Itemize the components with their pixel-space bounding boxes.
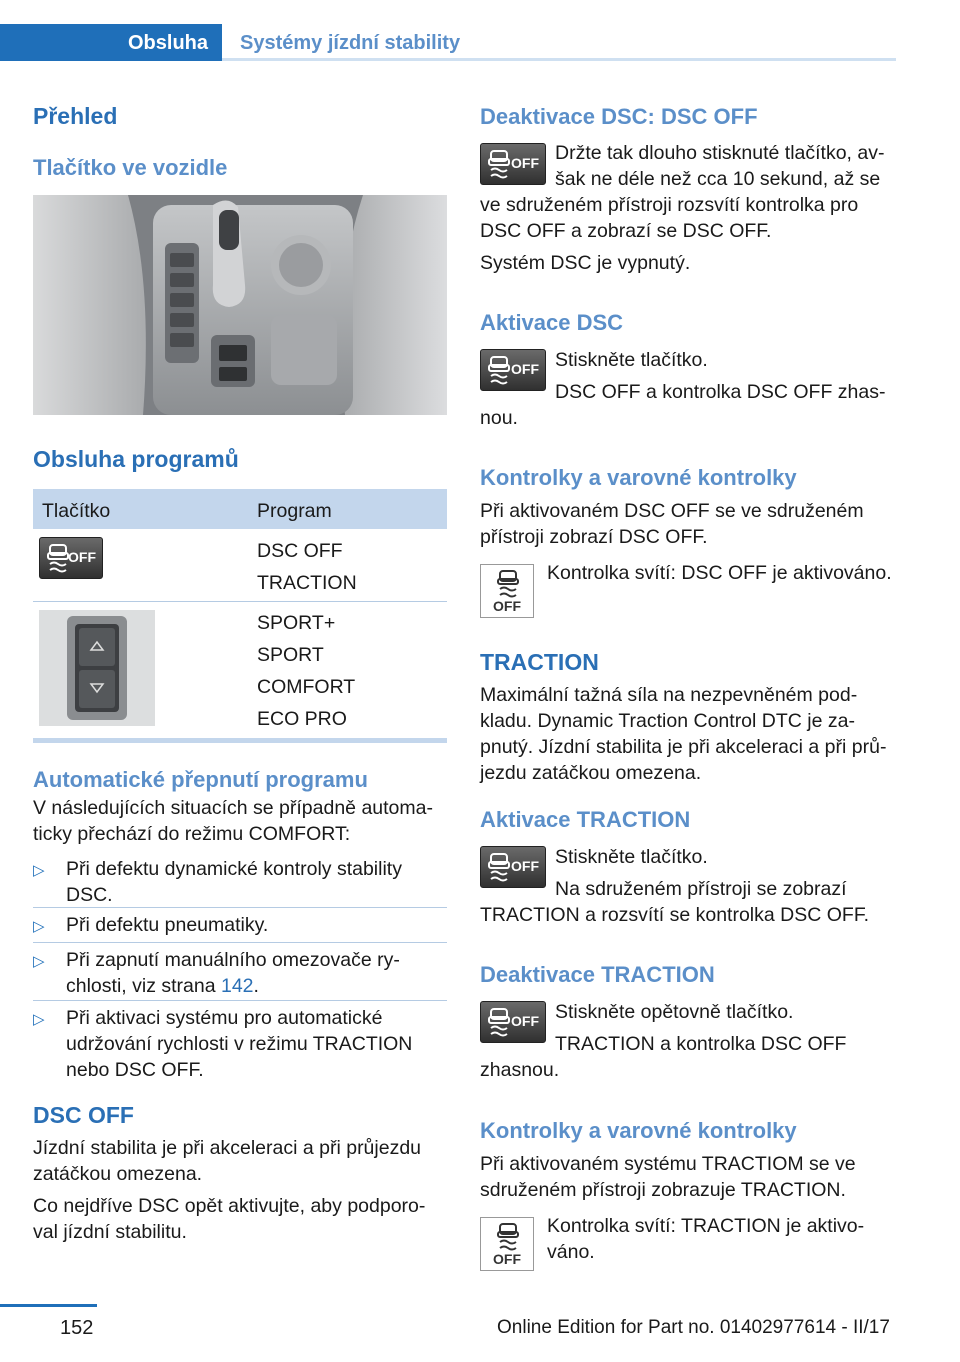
drive-mode-switch-image xyxy=(39,610,155,726)
akt-dsc-line3: nou. xyxy=(480,407,518,429)
table-col-program: Program xyxy=(257,500,332,522)
dsc-vypnut: Systém DSC je vypnutý. xyxy=(480,252,691,274)
car-skid-icon xyxy=(46,543,70,573)
bullet-divider xyxy=(33,942,447,943)
dscoff-p1-line1: Jízdní stabilita je při akceleraci a při průjezdu xyxy=(33,1137,422,1159)
akt-tr-line1: Stiskněte tlačítko. xyxy=(555,846,708,868)
bullet1-line1: Při defektu dynamické kontroly stability xyxy=(66,858,402,880)
page-ref-link[interactable]: 142 xyxy=(220,975,254,997)
bullet4-line2: udržování rychlosti v režimu TRACTION xyxy=(66,1033,413,1055)
bullet4-line1: Při aktivaci systému pro automatické xyxy=(66,1007,383,1029)
traction-line1: Maximální tažná síla na nezpevněném pod‐ xyxy=(480,684,858,706)
akt-tr-line3: TRACTION a rozsvítí se kontrolka DSC OFF. xyxy=(480,904,869,926)
program-eco-pro: ECO PRO xyxy=(257,708,347,730)
akt-dsc-line1: Stiskněte tlačítko. xyxy=(555,349,708,371)
bullet3-line1: Při zapnutí manuálního omezovače ry‐ xyxy=(66,949,400,971)
header-section-label: Systémy jízdní stability xyxy=(240,32,461,54)
car-skid-icon xyxy=(494,1222,522,1252)
car-skid-icon xyxy=(494,569,522,599)
car-skid-icon xyxy=(487,355,511,385)
heading-deaktivace-dsc: Deaktivace DSC: DSC OFF xyxy=(480,104,758,129)
akt-tr-line2: Na sdruženém přístroji se zobrazí xyxy=(555,878,847,900)
table-col-tlacitko: Tlačítko xyxy=(42,500,111,522)
lamp2-line2: váno. xyxy=(547,1241,595,1263)
heading-obsluha-programu: Obsluha programů xyxy=(33,446,239,472)
footer-edition: Online Edition for Part no. 01402977614 - II/17 xyxy=(497,1317,890,1338)
car-skid-icon xyxy=(487,1007,511,1037)
bullet-triangle-icon: ▷ xyxy=(33,862,45,879)
deakt-dsc-line3: ve sdruženém přístroji rozsvítí kontrolka pro xyxy=(480,194,859,216)
kontrolky2-line2: sdruženém přístroji zobrazuje TRACTION. xyxy=(480,1179,846,1201)
bullet-divider xyxy=(33,1000,447,1001)
dsc-off-button-icon: OFF xyxy=(480,846,546,888)
program-dsc-off: DSC OFF xyxy=(257,540,343,562)
header-tab-obsluha[interactable] xyxy=(0,24,222,61)
traction-line2: kladu. Dynamic Traction Control DTC je za‐ xyxy=(480,710,855,732)
bullet-triangle-icon: ▷ xyxy=(33,953,45,970)
kontrolky2-line1: Při aktivovaném systému TRACTIOM se ve xyxy=(480,1153,856,1175)
table-bottom-rule xyxy=(33,738,447,743)
kontrolky1-line1: Při aktivovaném DSC OFF se ve sdruženém xyxy=(480,500,864,522)
deakt-tr-line2: TRACTION a kontrolka DSC OFF xyxy=(555,1033,847,1055)
car-skid-icon xyxy=(487,852,511,882)
akt-dsc-line2: DSC OFF a kontrolka DSC OFF zhas‐ xyxy=(555,381,886,403)
console-photo xyxy=(33,195,447,415)
bullet1-line2: DSC. xyxy=(66,884,113,906)
footer-rule xyxy=(0,1304,97,1307)
lamp2-line1: Kontrolka svítí: TRACTION je aktivo‐ xyxy=(547,1215,865,1237)
heading-tlacitko: Tlačítko ve vozidle xyxy=(33,155,228,180)
dsc-off-button-icon: OFF xyxy=(480,143,546,185)
bullet-triangle-icon: ▷ xyxy=(33,918,45,935)
deakt-dsc-line1: Držte tak dlouho stisknuté tlačítko, av‐ xyxy=(555,142,885,164)
program-traction: TRACTION xyxy=(257,572,357,594)
heading-prehled: Přehled xyxy=(33,103,118,129)
dsc-off-button-image: OFF xyxy=(39,537,103,579)
bullet-triangle-icon: ▷ xyxy=(33,1011,45,1028)
traction-line4: jezdu zatáčkou omezena. xyxy=(480,762,702,784)
auto-intro-line1: V následujících situacích se případně automa‐ xyxy=(33,797,433,819)
page-number: 152 xyxy=(60,1317,94,1339)
lamp1-text: Kontrolka svítí: DSC OFF je aktivováno. xyxy=(547,562,892,584)
kontrolky1-line2: přístroji zobrazí DSC OFF. xyxy=(480,526,708,548)
heading-aktivace-traction: Aktivace TRACTION xyxy=(480,807,691,832)
heading-aktivace-dsc: Aktivace DSC xyxy=(480,310,624,335)
deakt-tr-line3: zhasnou. xyxy=(480,1059,560,1081)
heading-traction: TRACTION xyxy=(480,649,599,675)
dscoff-p2-line1: Co nejdříve DSC opět aktivujte, aby podporo‐ xyxy=(33,1195,426,1217)
heading-dsc-off: DSC OFF xyxy=(33,1102,134,1128)
deakt-dsc-line4: DSC OFF a zobrazí se DSC OFF. xyxy=(480,220,772,242)
car-skid-icon xyxy=(487,149,511,179)
header-tab-label: Obsluha xyxy=(127,32,208,54)
table-divider xyxy=(33,601,447,602)
deakt-dsc-line2: šak ne déle než cca 10 sekund, až se xyxy=(555,168,881,190)
program-comfort: COMFORT xyxy=(257,676,356,698)
traction-indicator-lamp: OFF xyxy=(480,1217,534,1271)
bullet4-line3: nebo DSC OFF. xyxy=(66,1059,204,1081)
deakt-tr-line1: Stiskněte opětovně tlačítko. xyxy=(555,1001,794,1023)
dscoff-p2-line2: val jízdní stabilitu. xyxy=(33,1221,187,1243)
dscoff-p1-line2: zatáčkou omezena. xyxy=(33,1163,203,1185)
bullet-divider xyxy=(33,907,447,908)
bullet3-line2: chlosti, viz strana 142. xyxy=(66,975,259,997)
dsc-off-indicator-lamp: OFF xyxy=(480,564,534,618)
dsc-off-button-icon: OFF xyxy=(480,1001,546,1043)
program-sport: SPORT xyxy=(257,644,324,666)
bullet2-line1: Při defektu pneumatiky. xyxy=(66,914,269,936)
program-sport-plus: SPORT+ xyxy=(257,612,336,634)
header-tab-section[interactable] xyxy=(222,24,896,61)
heading-automaticke-prepnuti: Automatické přepnutí programu xyxy=(33,767,368,792)
heading-kontrolky-1: Kontrolky a varovné kontrolky xyxy=(480,465,797,490)
auto-intro-line2: ticky přechází do režimu COMFORT: xyxy=(33,823,351,845)
traction-line3: pnutý. Jízdní stabilita je při akceleraci a při prů‐ xyxy=(480,736,887,758)
heading-kontrolky-2: Kontrolky a varovné kontrolky xyxy=(480,1118,797,1143)
heading-deaktivace-traction: Deaktivace TRACTION xyxy=(480,962,715,987)
dsc-off-button-icon: OFF xyxy=(480,349,546,391)
